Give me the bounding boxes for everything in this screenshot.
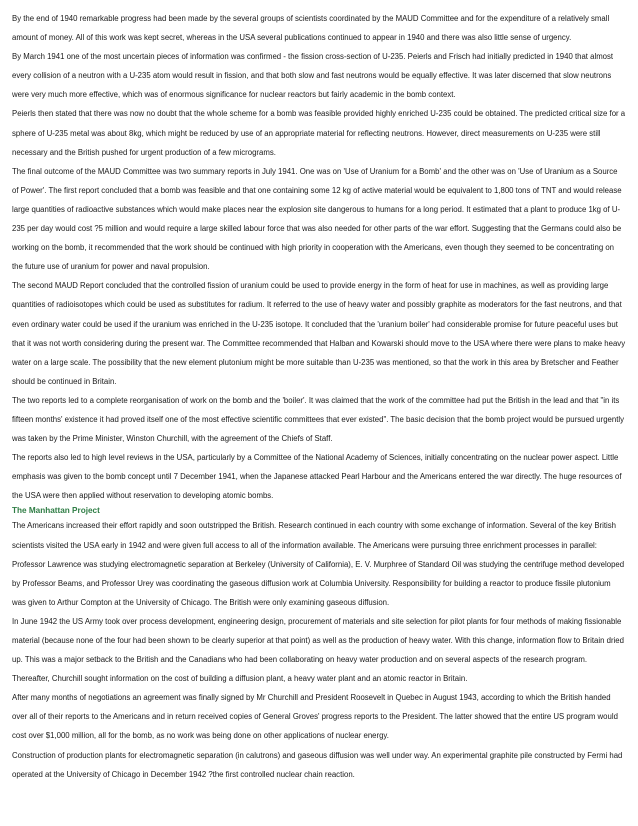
paragraph: After many months of negotiations an agreement was finally signed by Mr Churchill and President Roosevelt in Quebec in August 1943, according to which the British handed over all of their reports to the Americans and in return received copies of General Groves' progress reports to the President. The latter showed that the entire US program would cost over $1,000 million, all for the bomb, as no work was being done on other applications of nuclear energy. <box>12 693 618 741</box>
paragraph: Construction of production plants for electromagnetic separation (in calutrons) and gaseous diffusion was well under way. An experimental graphite pile constructed by Fermi had operated at the University of Chicago in December 1942 ?the first controlled nuclear chain reaction. <box>12 750 623 779</box>
paragraph: By March 1941 one of the most uncertain pieces of information was confirmed - the fission cross-section of U-235. Peierls and Frisch had initially predicted in 1940 that almost every collision of a neutron with a U-235 atom would result in fission, and that both slow and fast neutrons would be equally effective. It was later discerned that slow neutrons were very much more effective, which was of enormous significance for nuclear reactors but fairly academic in the bomb context. <box>12 52 614 100</box>
paragraph: The two reports led to a complete reorganisation of work on the bomb and the 'boiler'. It was claimed that the work of the committee had put the British in the lead and that "in its fifteen months' existence it had proved itself one of the most effective scientific committees that ever existed". The basic decision that the bomb project would be pursued urgently was taken by the Prime Minister, Winston Churchill, with the agreement of the Chiefs of Staff. <box>12 395 625 444</box>
paragraph: In June 1942 the US Army took over process development, engineering design, procurement of materials and site selection for pilot plants for four methods of making fissionable material (because none of the four had been shown to be clearly superior at that point) as well as the production of heavy water. With this change, information flow to Britain dried up. This was a major setback to the British and the Canadians who had been collaborating on heavy water production and on several aspects of the research program. Thereafter, Churchill sought information on the cost of building a diffusion plant, a heavy water plant and an atomic reactor in Britain. <box>12 616 624 684</box>
paragraph: The second MAUD Report concluded that the controlled fission of uranium could be used to provide energy in the form of heat for use in machines, as well as providing large quantities of radioisotopes which could be used as substitutes for radium. It referred to the use of heavy water and possibly graphite as moderators for the fast neutrons, and that even ordinary water could be used if the uranium was enriched in the U-235 isotope. It concluded that the 'uranium boiler' had considerable promise for future peaceful uses but that it was not worth considering during the present war. The Committee recommended that Halban and Kowarski should move to the USA where there were plans to make heavy water on a large scale. The possibility that the new element plutonium might be more suitable than U-235 was mentioned, so that the work in this area by Bretscher and Feather should be continued in Britain. <box>12 281 626 386</box>
paragraph: By the end of 1940 remarkable progress had been made by the several groups of scientists coordinated by the MAUD Committee and for the expenditure of a relatively small amount of money. All of this work was kept secret, whereas in the USA several publications continued to appear in 1940 and there was also little sense of urgency. <box>12 14 610 43</box>
paragraph: Peierls then stated that there was now no doubt that the whole scheme for a bomb was feasible provided highly enriched U-235 could be obtained. The predicted critical size for a sphere of U-235 metal was about 8kg, which might be reduced by use of an appropriate material for reflecting neutrons. However, direct measurements on U-235 were still necessary and the British pushed for urgent production of a few micrograms. <box>12 109 626 157</box>
paragraph: The final outcome of the MAUD Committee was two summary reports in July 1941. One was on 'Use of Uranium for a Bomb' and the other was on 'Use of Uranium as a Source of Power'. The first report concluded that a bomb was feasible and that one containing some 12 kg of active material would be equivalent to 1,800 tons of TNT and would release large quantities of radioactive substances which would make places near the explosion site dangerous to humans for a long period. It estimated that a plant to produce 1kg of U-235 per day would cost ?5 million and would require a large skilled labour force that was also needed for other parts of the war effort. Suggesting that the Germans could also be working on the bomb, it recommended that the work should be continued with high priority in cooperation with the Americans, even though they seemed to be concentrating on the future use of uranium for power and naval propulsion. <box>12 166 622 272</box>
paragraph: The Americans increased their effort rapidly and soon outstripped the British. Research continued in each country with some exchange of information. Several of the key British scientists visited the USA early in 1942 and were given full access to all of the information available. The Americans were pursuing three enrichment processes in parallel: Professor Lawrence was studying electromagnetic separation at Berkeley (University of California), E. V. Murphree of Standard Oil was studying the centrifuge method developed by Professor Beams, and Professor Urey was coordinating the gaseous diffusion work at Columbia University. Responsibility for building a reactor to produce fissile plutonium was given to Arthur Compton at the University of Chicago. The British were only examining gaseous diffusion. <box>12 521 625 607</box>
paragraph-last: The reports also led to high level reviews in the USA, particularly by a Committee of the National Academy of Sciences, initially concentrating on the nuclear power aspect. Little emphasis was given to the bomb concept until 7 December 1941, when the Japanese attacked Pearl Harbour and the Americans entered the war directly. The huge resources of the USA were then applied without reservation to developing atomic bombs. <box>12 453 622 501</box>
section-heading: The Manhattan Project <box>12 506 100 516</box>
